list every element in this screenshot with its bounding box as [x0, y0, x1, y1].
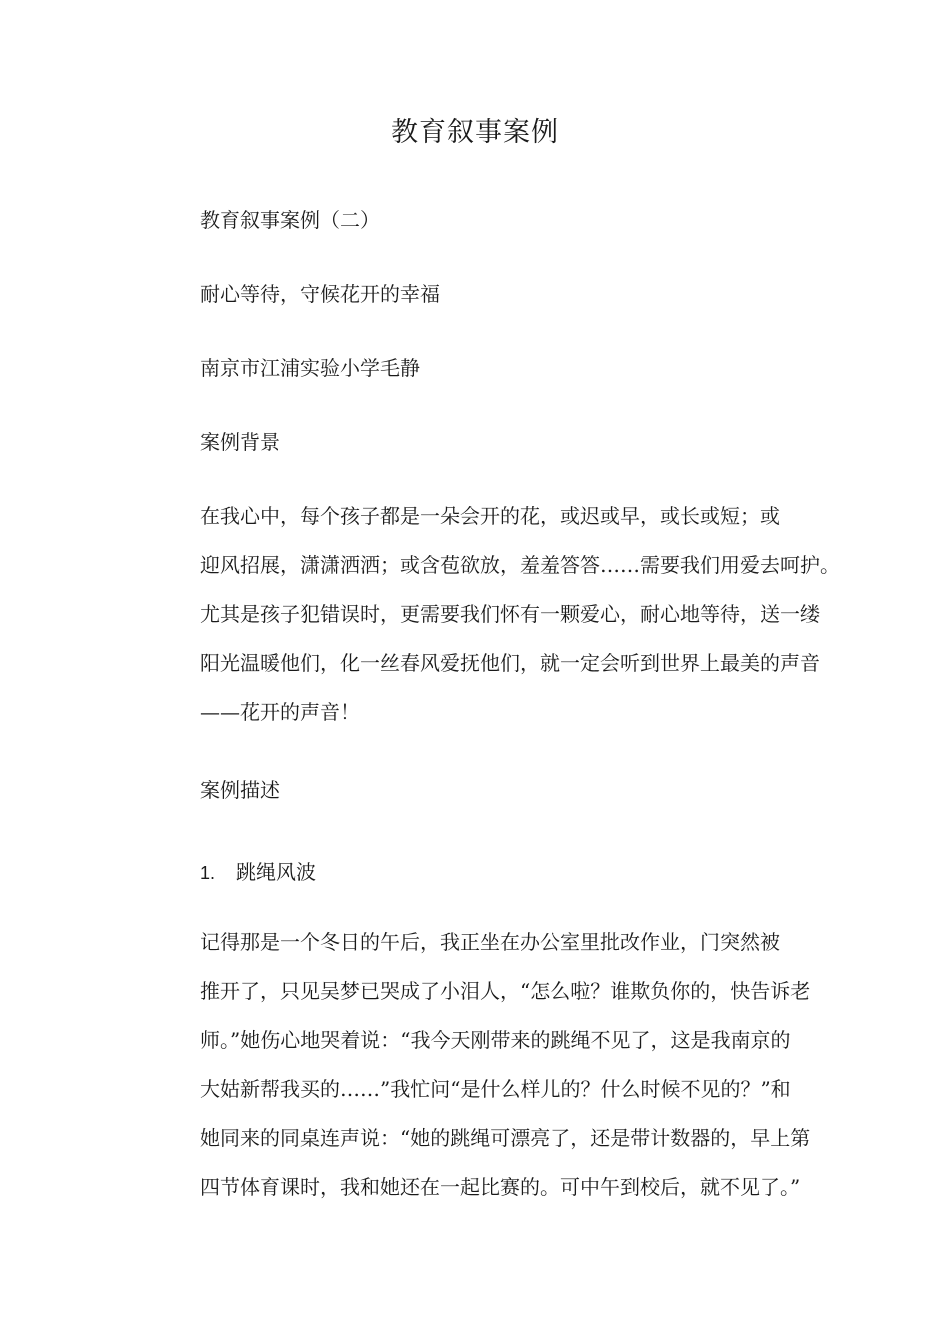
background-paragraph	[200, 492, 840, 737]
section-heading-background: 案例背景	[200, 430, 280, 454]
paragraph-line: 四节体育课时，我和她还在一起比赛的。可中午到校后，就不见了。”	[200, 1175, 801, 1199]
list-item	[200, 857, 316, 888]
paragraph-line: 大姑新帮我买的……”我忙问“是什么样儿的？什么时候不见的？”和	[200, 1077, 791, 1101]
author-line: 南京市江浦实验小学毛静	[200, 356, 420, 380]
document-title: 教育叙事案例	[391, 117, 559, 148]
story-paragraph	[200, 918, 811, 1212]
section-heading-description: 案例描述	[200, 778, 280, 802]
paragraph-line: 师。”她伤心地哭着说：“我今天刚带来的跳绳不见了，这是我南京的	[200, 1028, 791, 1052]
paragraph-line: 阳光温暖他们，化一丝春风爱抚他们，就一定会听到世界上最美的声音	[200, 651, 820, 675]
paragraph-line: 在我心中，每个孩子都是一朵会开的花，或迟或早，或长或短；或	[200, 504, 780, 528]
list-item-title: 跳绳风波	[236, 860, 316, 884]
paragraph-line: 尤其是孩子犯错误时，更需要我们怀有一颗爱心，耐心地等待，送一缕	[200, 602, 820, 626]
paragraph-line: 她同来的同桌连声说：“她的跳绳可漂亮了，还是带计数器的，早上第	[200, 1126, 811, 1150]
paragraph-line: 记得那是一个冬日的午后，我正坐在办公室里批改作业，门突然被	[200, 930, 780, 954]
paragraph-line: 迎风招展，潇潇洒洒；或含苞欲放，羞羞答答……需要我们用爱去呵护。	[200, 553, 840, 577]
article-title: 耐心等待，守候花开的幸福	[200, 282, 440, 306]
paragraph-line: 推开了，只见吴梦已哭成了小泪人，“怎么啦？谁欺负你的，快告诉老	[200, 979, 811, 1003]
list-item-number: 1.	[200, 863, 216, 883]
paragraph-line: ——花开的声音！	[200, 700, 360, 724]
subtitle: 教育叙事案例（二）	[200, 208, 380, 232]
